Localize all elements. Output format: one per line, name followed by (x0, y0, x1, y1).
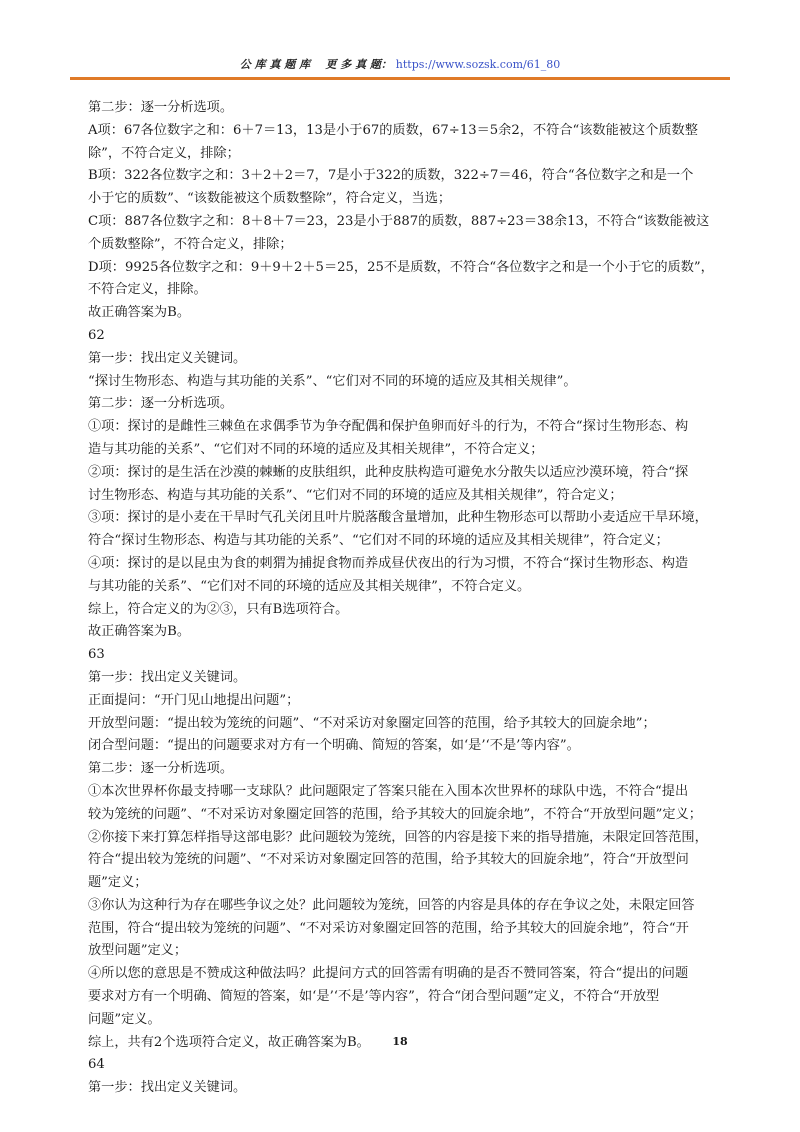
text-line: 综上，共有2个选项符合定义，故正确答案为B。 (88, 1034, 370, 1050)
text-line: C项：887各位数字之和：8＋8＋7＝23，23是小于887的质数，887÷23＝38余13，不符合“该数能被这 (88, 213, 710, 229)
text-line: 较为笼统的问题”、“不对采访对象圈定回答的范围，给予其较大的回旋余地”，不符合“开放型问题”定义； (88, 806, 702, 822)
text-line: B项：322各位数字之和：3＋2＋2＝7，7是小于322的质数，322÷7＝46，符合“各位数字之和是一个 (88, 168, 694, 184)
text-line: 综上，符合定义的为②③，只有B选项符合。 (88, 601, 349, 617)
text-line: 第二步：逐一分析选项。 (88, 761, 234, 777)
text-line: 讨生物形态、构造与其功能的关系”、“它们对不同的环境的适应及其相关规律”，符合定义； (88, 487, 623, 503)
text-line: 64 (88, 1057, 105, 1073)
text-line: ①本次世界杯你最支持哪一支球队？此问题限定了答案只能在入围本次世界杯的球队中选，不符合“提出 (88, 783, 689, 799)
header-site-name: 公 库 真 题 库 (239, 58, 311, 71)
text-line: 第一步：找出定义关键词。 (88, 669, 247, 685)
text-line: 第二步：逐一分析选项。 (88, 396, 234, 412)
text-line: ④项：探讨的是以昆虫为食的刺猬为捕捉食物而养成昼伏夜出的行为习惯，不符合“探讨生物形态、构造 (88, 555, 689, 571)
header-url-link[interactable]: https://www.sozsk.com/61_80 (395, 58, 561, 71)
text-line: 造与其功能的关系”、“它们对不同的环境的适应及其相关规律”，不符合定义； (88, 441, 544, 457)
text-line: 闭合型问题：“提出的问题要求对方有一个明确、简短的答案，如‘是’‘不是’等内容”。 (88, 738, 580, 754)
text-line: 第二步：逐一分析选项。 (88, 100, 234, 115)
text-line: 要求对方有一个明确、简短的答案，如‘是’‘不是’等内容”，符合“闭合型问题”定义，不符合“开放型 (88, 989, 660, 1005)
text-line: 范围，符合“提出较为笼统的问题”、“不对采访对象圈定回答的范围，给予其较大的回旋余地”，符合“开 (88, 920, 689, 936)
text-line: 故正确答案为B。 (88, 624, 191, 640)
text-line: 小于它的质数”、“该数能被这个质数整除”，符合定义，当选； (88, 191, 452, 207)
text-line: 符合“探讨生物形态、构造与其功能的关系”、“它们对不同的环境的适应及其相关规律”，符合定义； (88, 533, 669, 549)
text-line: 个质数整除”，不符合定义，排除； (88, 236, 293, 252)
text-line: 不符合定义，排除。 (88, 282, 207, 298)
text-line: 问题”定义。 (88, 1011, 161, 1027)
text-line: 63 (88, 647, 105, 663)
text-line: 除”，不符合定义，排除； (88, 145, 240, 161)
text-line: ④所以您的意思是不赞成这种做法吗？此提问方式的回答需有明确的是否不赞同答案，符合“提出的问题 (88, 966, 689, 982)
text-line: 题”定义； (88, 875, 148, 891)
text-line: ②项：探讨的是生活在沙漠的棘蜥的皮肤组织，此种皮肤构造可避免水分散失以适应沙漠环境，符合“探 (88, 464, 689, 480)
document-body (88, 97, 720, 1100)
header-more-label: 更 多 真 题： (325, 58, 392, 71)
text-line: 故正确答案为B。 (88, 305, 191, 321)
text-line: 符合“提出较为笼统的问题”、“不对采访对象圈定回答的范围，给予其较大的回旋余地”，符合“开放型问 (88, 852, 689, 868)
text-line: 开放型问题：“提出较为笼统的问题”、“不对采访对象圈定回答的范围，给予其较大的回旋余地”； (88, 715, 656, 731)
text-line: 62 (88, 327, 105, 343)
text-line: ②你接下来打算怎样指导这部电影？此问题较为笼统，回答的内容是接下来的指导措施，未限定回答范围， (88, 829, 708, 845)
page-header (70, 56, 730, 76)
text-line: 第一步：找出定义关键词。 (88, 1080, 247, 1096)
text-line: 放型问题”定义； (88, 943, 188, 959)
text-line: 与其功能的关系”、“它们对不同的环境的适应及其相关规律”，不符合定义。 (88, 578, 531, 594)
text-line: ①项：探讨的是雌性三棘鱼在求偶季节为争夺配偶和保护鱼卵而好斗的行为，不符合“探讨生物形态、构 (88, 419, 689, 435)
header-divider (70, 77, 730, 80)
text-line: D项：9925各位数字之和：9＋9＋2＋5＝25，25不是质数，不符合“各位数字之和是一个小于它的质数”， (88, 259, 714, 275)
text-line: A项：67各位数字之和：6＋7＝13，13是小于67的质数，67÷13＝5余2，不符合“该数能被这个质数整 (88, 122, 698, 138)
text-line: ③你认为这种行为存在哪些争议之处？此问题较为笼统，回答的内容是具体的存在争议之处，未限定回答 (88, 897, 695, 913)
text-line: ③项：探讨的是小麦在干旱时气孔关闭且叶片脱落酸含量增加，此种生物形态可以帮助小麦适应干旱环境， (88, 510, 708, 526)
page-number: 18 (392, 1035, 408, 1048)
text-line: 正面提问：“开门见山地提出问题”； (88, 692, 300, 708)
text-line: “探讨生物形态、构造与其功能的关系”、“它们对不同的环境的适应及其相关规律”。 (88, 373, 577, 389)
text-line: 第一步：找出定义关键词。 (88, 350, 247, 366)
